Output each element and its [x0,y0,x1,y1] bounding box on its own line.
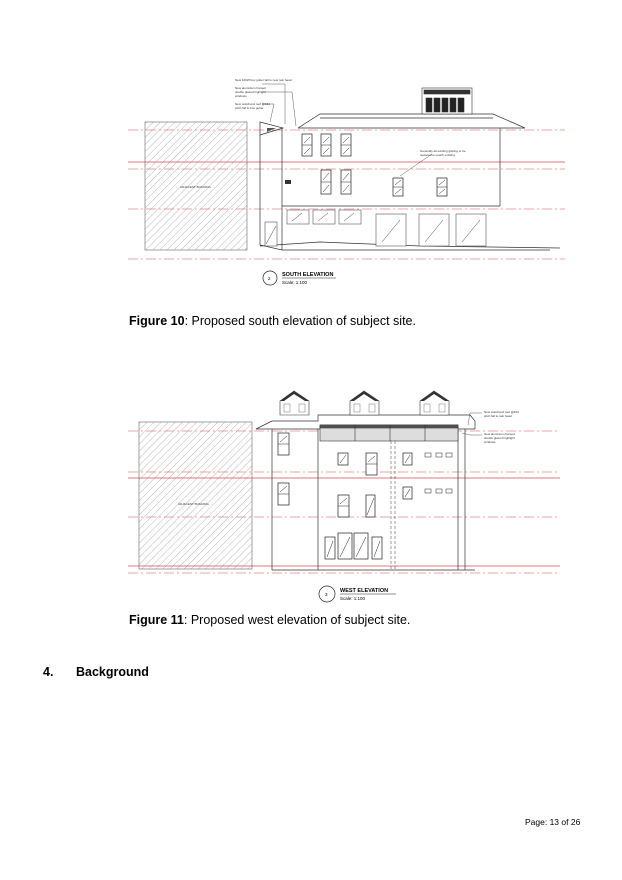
elevation-scale: Scale: 1:100 [340,596,366,601]
figure-10-caption-label: Figure 10 [129,314,185,328]
note-roof-2: pitch fall to rain head [484,414,512,418]
downpipes [391,441,395,570]
adjacent-building-label: ADJACENT BUILDING [180,185,211,189]
section-heading [43,665,149,679]
windows-lower [265,210,486,246]
note-framed-2: double glazed highlight [235,90,266,94]
elevation-number: 3 [325,592,328,597]
windows-upper [302,134,447,196]
vent [285,180,291,184]
note-gutter: New 100W box gutter fall to new rain head [235,78,292,82]
section-title: Background [76,665,149,679]
note-roof-2: pitch fall to box gutter [235,106,264,110]
note-framed-2: double glazed highlight [484,436,515,440]
elevation-number: 2 [268,276,271,281]
windows [278,433,412,559]
note-glazing-2: replaced to match existing [420,153,455,157]
note-framed-3: windows [235,94,247,98]
elevation-title: SOUTH ELEVATION [282,272,334,278]
adjacent-building [139,422,252,569]
highlight-strip [320,425,458,441]
figure-10-drawing [0,70,622,295]
small-vents [425,453,452,493]
elevation-tag [263,271,336,285]
figure-11-drawing [0,385,622,610]
elevation-scale: Scale: 1:100 [282,280,308,285]
note-framed-1: New aluminium framed [484,432,515,436]
note-framed-3: windows [484,440,496,444]
note-framed-1: New aluminium framed [235,86,266,90]
figure-11-caption [129,613,410,627]
note-glazing-1: Generally all existing glazing to be [420,149,466,153]
rooftop-highlight [422,88,472,114]
figure-11-caption-label: Figure 11 [129,613,184,627]
figure-10-caption [129,314,416,328]
section-number: 4. [43,665,54,679]
note-roof-1: New colorbond roof @10d [484,410,519,414]
adjacent-building-label: ADJACENT BUILDING [178,502,209,506]
figure-10-caption-text: : Proposed south elevation of subject site. [184,314,416,328]
dormers [280,391,449,415]
elevation-title: WEST ELEVATION [340,588,389,594]
page-number: Page: 13 of 26 [525,817,581,827]
note-roof-1: New colorbond roof @10d [235,102,270,106]
elevation-tag [319,586,396,602]
figure-11-caption-text: : Proposed west elevation of subject site. [183,613,411,627]
